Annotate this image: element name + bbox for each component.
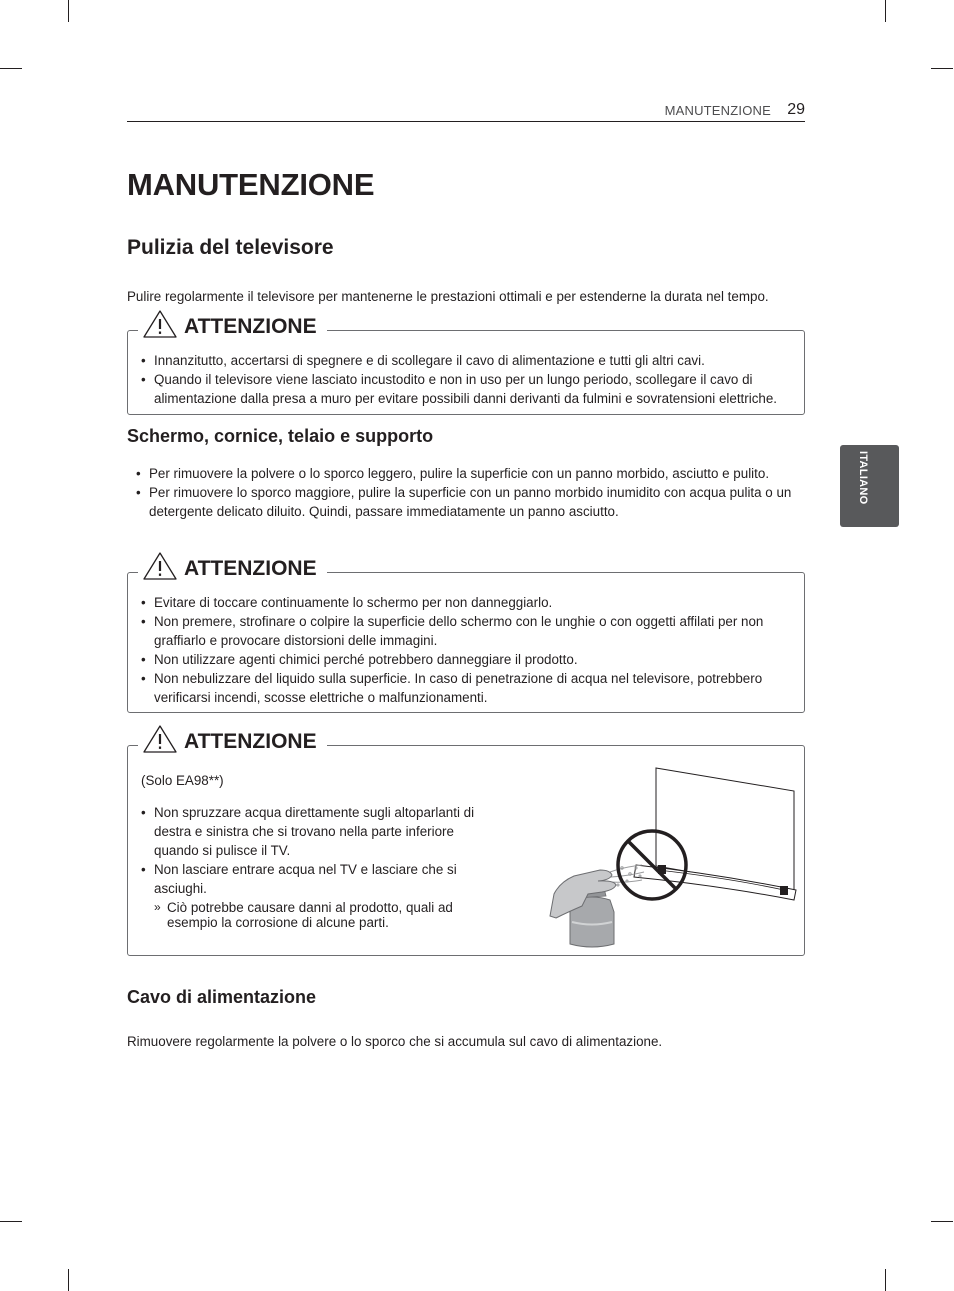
caution-title <box>138 549 327 581</box>
power-cord-text: Rimuovere regolarmente la polvere o lo sporco che si accumula sul cavo di alimentazione. <box>127 1034 663 1049</box>
list-item: • Non lasciare entrare acqua nel TV e lasciare che si asciughi. <box>141 860 491 898</box>
section-heading-power-cord: Cavo di alimentazione <box>127 987 317 1007</box>
list-item: • Per rimuovere la polvere o lo sporco leggero, pulire la superficie con un panno morbido, asciutto e pulito. <box>136 464 806 483</box>
caution-box-3 <box>127 730 805 956</box>
crop-mark <box>68 1269 69 1291</box>
caution-title <box>138 307 327 339</box>
caution-box-2 <box>127 557 805 713</box>
caution-label: ATTENZIONE <box>184 315 317 338</box>
list-item: • Non utilizzare agenti chimici perché potrebbero danneggiare il prodotto. <box>141 650 791 669</box>
crop-mark <box>68 0 69 22</box>
list-item: • Evitare di toccare continuamente lo schermo per non danneggiarlo. <box>141 593 791 612</box>
list-item: » Ciò potrebbe causare danni al prodotto, quali ad esempio la corrosione di alcune parti. <box>154 900 484 930</box>
header-rule <box>127 121 805 122</box>
caution-label: ATTENZIONE <box>184 557 317 580</box>
caution-label: ATTENZIONE <box>184 730 317 753</box>
list-item: • Non nebulizzare del liquido sulla superficie. In caso di penetrazione di acqua nel televisore, potrebbero verificarsi incendi, scosse elettriche o malfunzionamenti. <box>141 669 791 707</box>
crop-mark <box>0 1221 22 1222</box>
page-number: 29 <box>787 101 805 118</box>
list-item: • Non spruzzare acqua direttamente sugli altoparlanti di destra e sinistra che si trovano nella parte inferiore quando si pulisce il TV. <box>141 803 491 860</box>
running-header-section: MANUTENZIONE <box>664 103 771 118</box>
page-title: MANUTENZIONE <box>127 167 375 202</box>
cleaning-intro: Pulire regolarmente il televisore per mantenerne le prestazioni ottimali e per estenderne la durata nel tempo. <box>127 289 769 304</box>
list-item: • Quando il televisore viene lasciato incustodito e non in uso per un lungo periodo, scollegare il cavo di alimentazione dalla presa a muro per evitare possibili danni derivanti da fulmini e sovratensioni elettriche. <box>141 370 796 408</box>
screen-cleaning-list <box>136 464 806 521</box>
section-heading-cleaning: Pulizia del televisore <box>127 236 334 259</box>
warning-triangle-icon <box>142 724 178 754</box>
no-spray-speaker-illustration <box>548 764 800 950</box>
list-item: • Per rimuovere lo sporco maggiore, pulire la superficie con un panno morbido inumidito con acqua pulita o un detergente delicato diluito. Quindi, passare immediatamente un panno asciutto. <box>136 483 806 521</box>
crop-mark <box>0 68 22 69</box>
crop-mark <box>885 0 886 22</box>
caution-2-list <box>141 593 791 707</box>
section-heading-screen: Schermo, cornice, telaio e supporto <box>127 426 434 446</box>
list-item: • Innanzitutto, accertarsi di spegnere e di scollegare il cavo di alimentazione e tutti gli altri cavi. <box>141 351 796 370</box>
language-tab <box>840 445 899 527</box>
crop-mark <box>885 1269 886 1291</box>
model-note: (Solo EA98**) <box>141 773 224 788</box>
caution-box-1 <box>127 315 805 415</box>
language-tab-label: ITALIANO <box>857 451 869 505</box>
caution-3-sublist <box>154 900 484 930</box>
crop-mark <box>931 68 953 69</box>
caution-3-list <box>141 803 491 898</box>
caution-1-list <box>141 351 796 408</box>
running-header <box>127 102 805 122</box>
crop-mark <box>931 1221 953 1222</box>
warning-triangle-icon <box>142 309 178 339</box>
warning-triangle-icon <box>142 551 178 581</box>
list-item: • Non premere, strofinare o colpire la superficie dello schermo con le unghie o con oggetti affilati per non graffiarlo e provocare distorsioni delle immagini. <box>141 612 791 650</box>
caution-title <box>138 722 327 754</box>
